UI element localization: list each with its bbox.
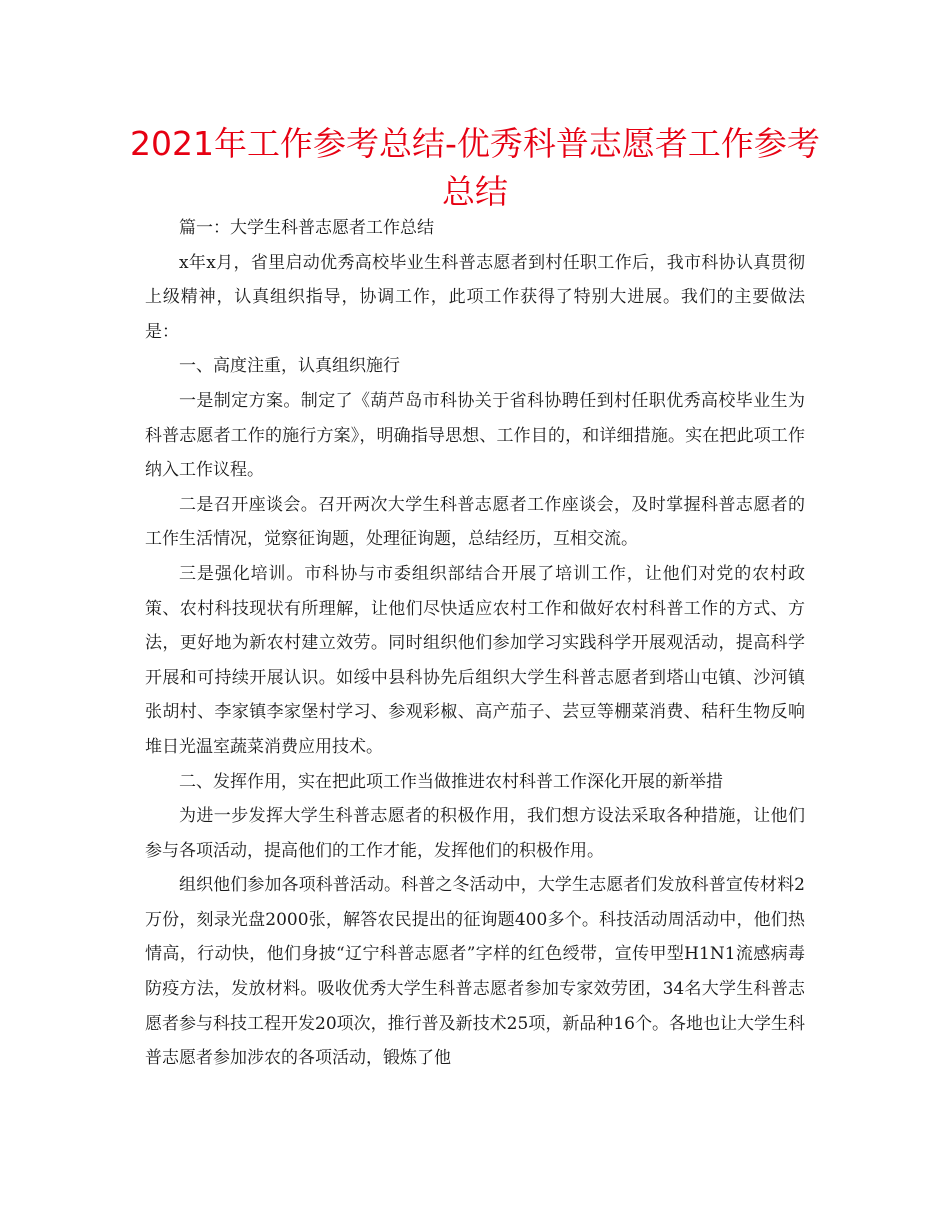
title-line-2: 总结 [442,172,508,211]
document-body [145,211,805,1076]
paragraph: 三是强化培训。市科协与市委组织部结合开展了培训工作，让他们对党的农村政策、农村科技现状有所理解，让他们尽快适应农村工作和做好农村科普工作的方式、方法，更好地为新农村建立效劳。同时组织他们参加学习实践科学开展观活动，提高科学开展和可持续开展认识。如绥中县科协先后组织大学生科普志愿者到塔山屯镇、沙河镇张胡村、李家镇李家堡村学习、参观彩椒、高产茄子、芸豆等棚菜消费、秸秆生物反响堆日光温室蔬菜消费应用技术。 [145,563,805,757]
section-heading: 二、发挥作用，实在把此项工作当做推进农村科普工作深化开展的新举措 [179,771,723,792]
paragraph: 二是召开座谈会。召开两次大学生科普志愿者工作座谈会，及时掌握科普志愿者的工作生活情况，觉察征询题，处理征询题，总结经历，互相交流。 [145,494,805,550]
document-title [120,120,830,216]
paragraph: x年x月，省里启动优秀高校毕业生科普志愿者到村任职工作后，我市科协认真贯彻上级精神，认真组织指导，协调工作，此项工作获得了特别大进展。我们的主要做法是： [145,252,805,342]
paragraph: 组织他们参加各项科普活动。科普之冬活动中，大学生志愿者们发放科普宣传材料2万份，刻录光盘2000张，解答农民提出的征询题400多个。科技活动周活动中，他们热情高，行动快，他们身披“辽宁科普志愿者”字样的红色绶带，宣传甲型H1N1流感病毒防疫方法，发放材料。吸收优秀大学生科普志愿者参加专家效劳团，34名大学生科普志愿者参与科技工程开发20项次，推行普及新技术25项，新品种16个。各地也让大学生科普志愿者参加涉农的各项活动，锻炼了他 [145,875,805,1069]
section-heading: 一、高度注重，认真组织施行 [179,356,400,377]
paragraph: 一是制定方案。制定了《葫芦岛市科协关于省科协聘任到村任职优秀高校毕业生为科普志愿者工作的施行方案》，明确指导思想、工作目的，和详细措施。实在把此项工作纳入工作议程。 [145,390,805,481]
section-heading: 篇一：大学生科普志愿者工作总结 [179,218,434,238]
paragraph: 为进一步发挥大学生科普志愿者的积极作用，我们想方设法采取各种措施，让他们参与各项活动，提高他们的工作才能，发挥他们的积极作用。 [145,806,805,861]
title-line-1: 2021年工作参考总结-优秀科普志愿者工作参考 [130,124,820,163]
